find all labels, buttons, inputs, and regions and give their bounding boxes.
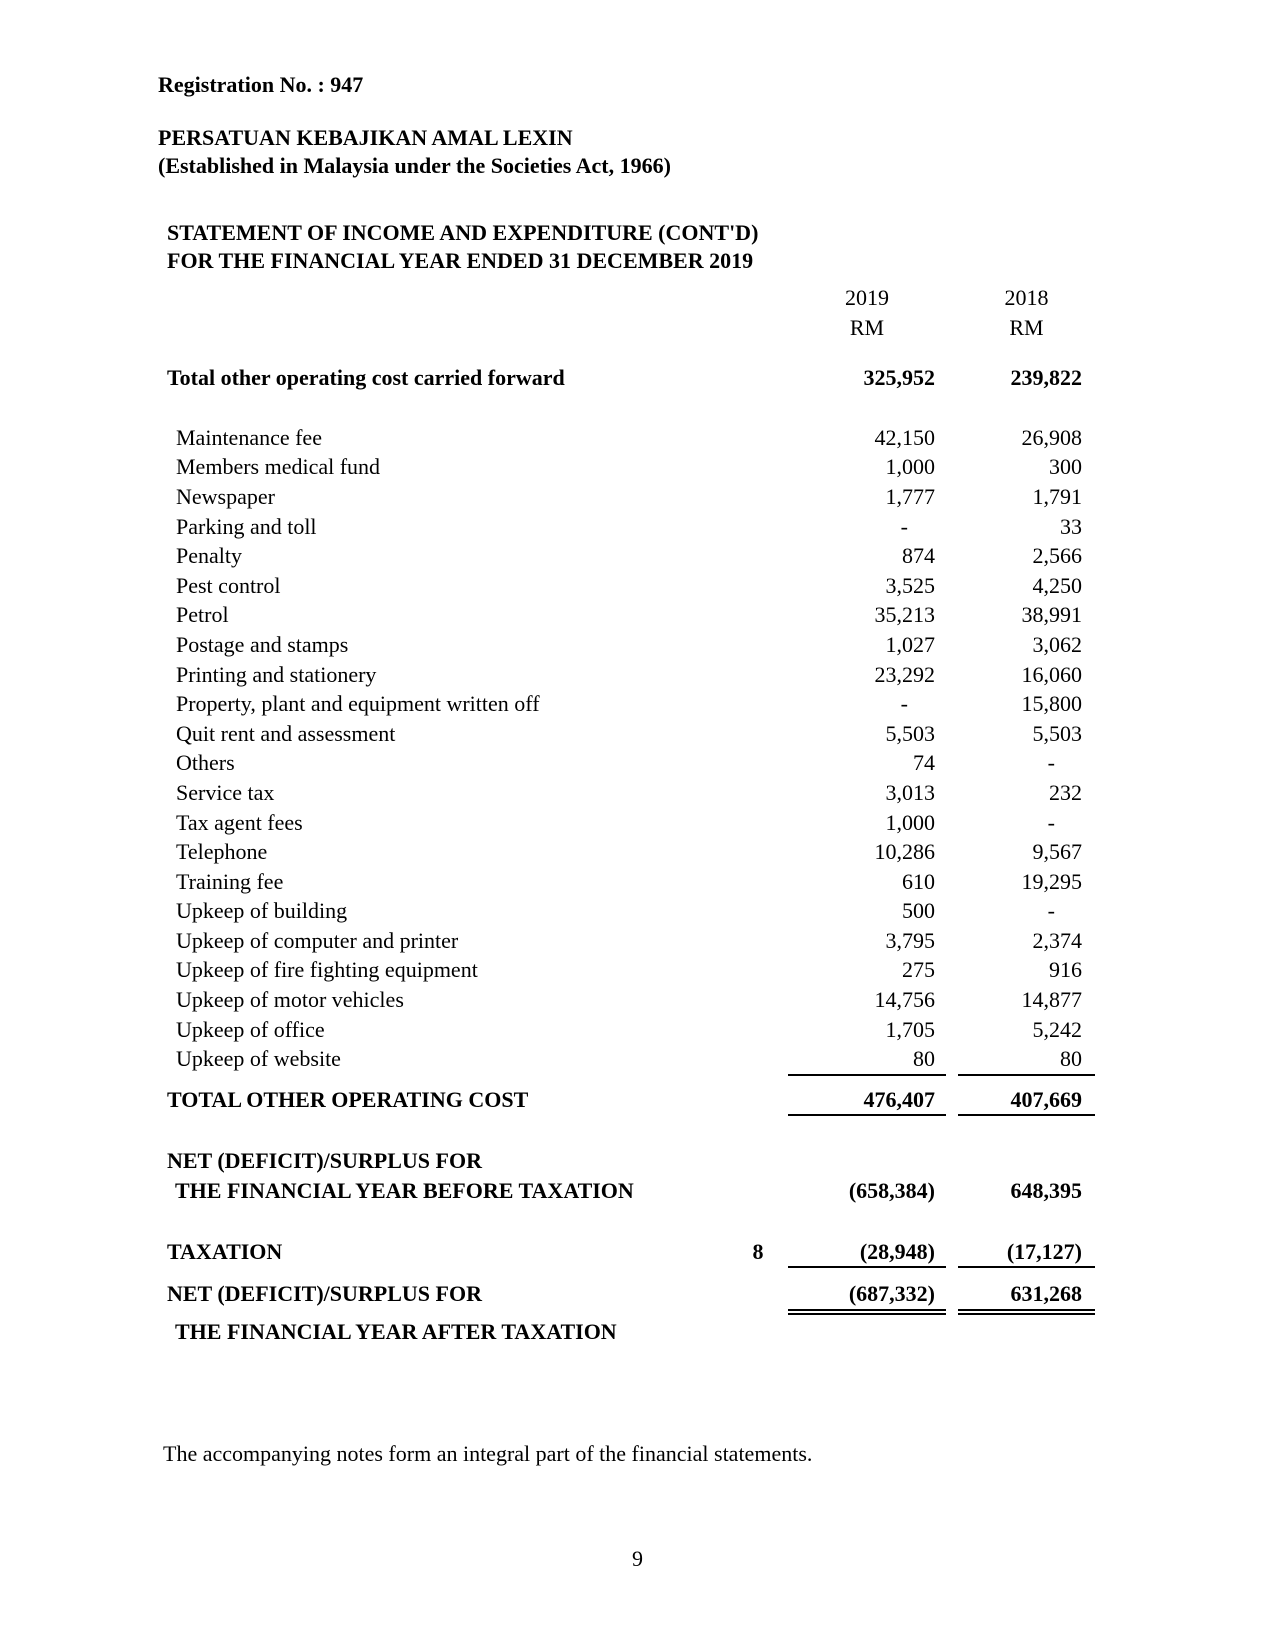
row-value-2019: 80	[788, 1044, 946, 1076]
row-value-2019: 42,150	[874, 424, 935, 450]
row-label: Maintenance fee	[176, 424, 322, 450]
table-row	[167, 660, 1095, 690]
row-label: THE FINANCIAL YEAR BEFORE TAXATION	[175, 1178, 634, 1204]
organization-name: PERSATUAN KEBAJIKAN AMAL LEXIN	[158, 125, 573, 150]
row-label: Postage and stamps	[176, 631, 349, 657]
row-value-2019: 476,407	[788, 1085, 946, 1117]
row-label: Parking and toll	[176, 513, 317, 539]
row-label: Members medical fund	[176, 454, 381, 480]
row-label: THE FINANCIAL YEAR AFTER TAXATION	[175, 1318, 617, 1344]
row-value-2018: 1,791	[1032, 483, 1082, 509]
table-row	[167, 808, 1095, 838]
row-value-2018: 5,503	[1032, 720, 1082, 746]
row-value-2019: 74	[913, 750, 935, 776]
table-row	[167, 778, 1095, 808]
row-label: TOTAL OTHER OPERATING COST	[167, 1086, 529, 1112]
table-row	[167, 896, 1095, 926]
row-value-2018: (17,127)	[958, 1237, 1095, 1269]
row-value-2019: 1,027	[885, 631, 935, 657]
table-row	[167, 719, 1095, 749]
row-label: Upkeep of fire fighting equipment	[176, 957, 478, 983]
row-value-2018: 38,991	[1021, 602, 1082, 628]
page-number: 9	[632, 1546, 643, 1571]
row-label: Training fee	[176, 868, 284, 894]
row-value-2019: 1,000	[885, 454, 935, 480]
row-value-2019: 5,503	[885, 720, 935, 746]
table-row	[167, 600, 1095, 630]
column-header-2018: 2018	[1004, 285, 1049, 310]
table-row	[167, 571, 1095, 601]
table-row	[167, 867, 1095, 897]
net-before-values-row	[167, 1176, 1095, 1206]
row-label: TAXATION	[167, 1238, 283, 1264]
table-row	[167, 689, 1095, 719]
row-value-2019: 3,525	[885, 572, 935, 598]
row-label: Penalty	[176, 543, 242, 569]
row-value-2018: 26,908	[1021, 424, 1082, 450]
statement-title-line1: STATEMENT OF INCOME AND EXPENDITURE (CONT'D)	[167, 220, 759, 245]
row-value-2019: 1,000	[885, 809, 935, 835]
row-value-2018: 15,800	[1021, 691, 1082, 717]
row-value-2018: 4,250	[1032, 572, 1082, 598]
row-value-2018: 14,877	[1021, 987, 1082, 1013]
row-value-2018: 300	[1049, 454, 1082, 480]
row-value-2018: 631,268	[958, 1279, 1095, 1315]
table-row	[167, 482, 1095, 512]
table-row	[167, 512, 1095, 542]
note-reference: 8	[752, 1238, 764, 1264]
row-value-2019: 1,777	[885, 483, 935, 509]
row-value-2019: -	[900, 691, 908, 717]
table-header-years	[167, 283, 1095, 313]
carried-forward-row	[167, 363, 1095, 393]
footer-note: The accompanying notes form an integral part of the financial statements.	[163, 1441, 813, 1466]
row-value-2018: 648,395	[1010, 1178, 1082, 1204]
table-row	[167, 837, 1095, 867]
row-value-2018: -	[1047, 809, 1055, 835]
table-row	[167, 423, 1095, 453]
total-operating-cost-row	[167, 1085, 1095, 1117]
income-expenditure-table	[167, 283, 1095, 1346]
row-value-2019: 35,213	[874, 602, 935, 628]
row-value-2018: 2,566	[1032, 543, 1082, 569]
net-before-label-row	[167, 1146, 1095, 1176]
table-row	[167, 1015, 1095, 1045]
row-value-2019: 10,286	[874, 839, 935, 865]
row-value-2019: -	[900, 513, 908, 539]
statement-title	[167, 219, 758, 275]
row-value-2018: 5,242	[1032, 1016, 1082, 1042]
row-value-2019: (28,948)	[788, 1237, 946, 1269]
row-value-2019: 874	[902, 543, 935, 569]
row-value-2019: 14,756	[874, 987, 935, 1013]
row-label: Service tax	[176, 779, 275, 805]
statement-title-line2: FOR THE FINANCIAL YEAR ENDED 31 DECEMBER 2019	[167, 248, 754, 273]
row-label: Tax agent fees	[176, 809, 303, 835]
table-row	[167, 630, 1095, 660]
row-value-2018: 33	[1060, 513, 1082, 539]
net-after-label-row	[167, 1317, 1095, 1347]
table-row	[167, 955, 1095, 985]
row-value-2019: (687,332)	[788, 1279, 946, 1315]
currency-header-2018: RM	[1009, 314, 1044, 340]
row-value-2018: 9,567	[1032, 839, 1082, 865]
table-row	[167, 1044, 1095, 1076]
net-before-taxation-block	[167, 1146, 1095, 1205]
row-value-2019: 3,013	[885, 779, 935, 805]
row-value-2018: 916	[1049, 957, 1082, 983]
row-label: Property, plant and equipment written off	[176, 691, 540, 717]
row-label: NET (DEFICIT)/SURPLUS FOR	[167, 1281, 482, 1307]
row-value-2018: 19,295	[1021, 868, 1082, 894]
table-row	[167, 541, 1095, 571]
row-value-2019: (658,384)	[848, 1178, 935, 1204]
table-row	[167, 452, 1095, 482]
row-value-2019: 3,795	[885, 927, 935, 953]
row-value-2019: 500	[902, 898, 935, 924]
net-after-values-row	[167, 1279, 1095, 1317]
row-value-2018: 80	[958, 1044, 1095, 1076]
organization-subtitle: (Established in Malaysia under the Societies Act, 1966)	[158, 153, 671, 178]
row-label: Petrol	[176, 602, 229, 628]
row-value-2019: 23,292	[874, 661, 935, 687]
row-value-2018: -	[1047, 898, 1055, 924]
row-label: Upkeep of website	[176, 1046, 341, 1072]
row-value-2019: 610	[902, 868, 935, 894]
row-value-2019: 325,952	[863, 365, 935, 391]
expense-rows	[167, 423, 1095, 1076]
row-value-2018: 239,822	[1010, 365, 1082, 391]
row-value-2018: 16,060	[1021, 661, 1082, 687]
row-value-2018: 407,669	[958, 1085, 1095, 1117]
table-row	[167, 985, 1095, 1015]
table-header-currency	[167, 313, 1095, 343]
row-label: Newspaper	[176, 483, 275, 509]
row-label: Others	[176, 750, 235, 776]
row-value-2018: 3,062	[1032, 631, 1082, 657]
row-value-2019: 275	[902, 957, 935, 983]
row-label: Total other operating cost carried forward	[167, 365, 565, 391]
row-label: Pest control	[176, 572, 281, 598]
row-value-2018: -	[1047, 750, 1055, 776]
currency-header-2019: RM	[849, 314, 885, 340]
taxation-row	[167, 1237, 1095, 1271]
table-row	[167, 748, 1095, 778]
row-value-2018: 2,374	[1032, 927, 1082, 953]
registration-number: Registration No. : 947	[158, 72, 364, 97]
row-label: Telephone	[176, 839, 268, 865]
table-row	[167, 926, 1095, 956]
row-label: Upkeep of office	[176, 1016, 325, 1042]
row-label: Quit rent and assessment	[176, 720, 396, 746]
row-value-2019: 1,705	[885, 1016, 935, 1042]
column-header-2019: 2019	[845, 285, 889, 310]
organization-header	[158, 124, 671, 180]
row-label: Upkeep of motor vehicles	[176, 987, 404, 1013]
row-label: Printing and stationery	[176, 661, 377, 687]
row-label: Upkeep of computer and printer	[176, 927, 459, 953]
row-label: Upkeep of building	[176, 898, 348, 924]
row-value-2018: 232	[1049, 779, 1082, 805]
row-label: NET (DEFICIT)/SURPLUS FOR	[167, 1148, 482, 1174]
